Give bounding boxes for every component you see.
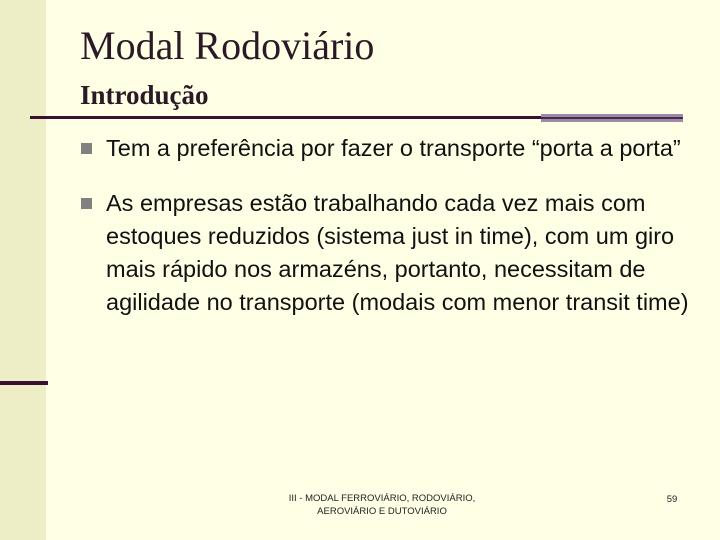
- square-bullet-icon: [81, 198, 92, 209]
- square-bullet-icon: [81, 143, 92, 154]
- slide-title: Modal Rodoviário: [80, 23, 375, 68]
- bullet-list: [80, 132, 690, 341]
- left-accent-bar: [0, 381, 48, 385]
- footer-line: III - MODAL FERROVIÁRIO, RODOVIÁRIO,: [288, 493, 476, 504]
- footer-line: AEROVIÁRIO E DUTOVIÁRIO: [317, 506, 447, 517]
- title-divider-line: [30, 116, 545, 119]
- bullet-item: [80, 132, 690, 165]
- slide-subtitle: Introdução: [80, 80, 209, 110]
- left-decorative-band: [0, 0, 46, 540]
- title-divider-accent: [541, 114, 683, 122]
- bullet-item: [80, 187, 690, 319]
- slide-footer: [262, 492, 502, 518]
- bullet-text: As empresas estão trabalhando cada vez mais com estoques reduzidos (sistema just in time), com um giro mais rápido nos armazéns, portanto, necessitam de agilidade no transporte (modais com menor transit time): [106, 190, 689, 315]
- bullet-text: Tem a preferência por fazer o transporte “porta a porta”: [106, 135, 681, 161]
- page-number: 59: [666, 494, 678, 505]
